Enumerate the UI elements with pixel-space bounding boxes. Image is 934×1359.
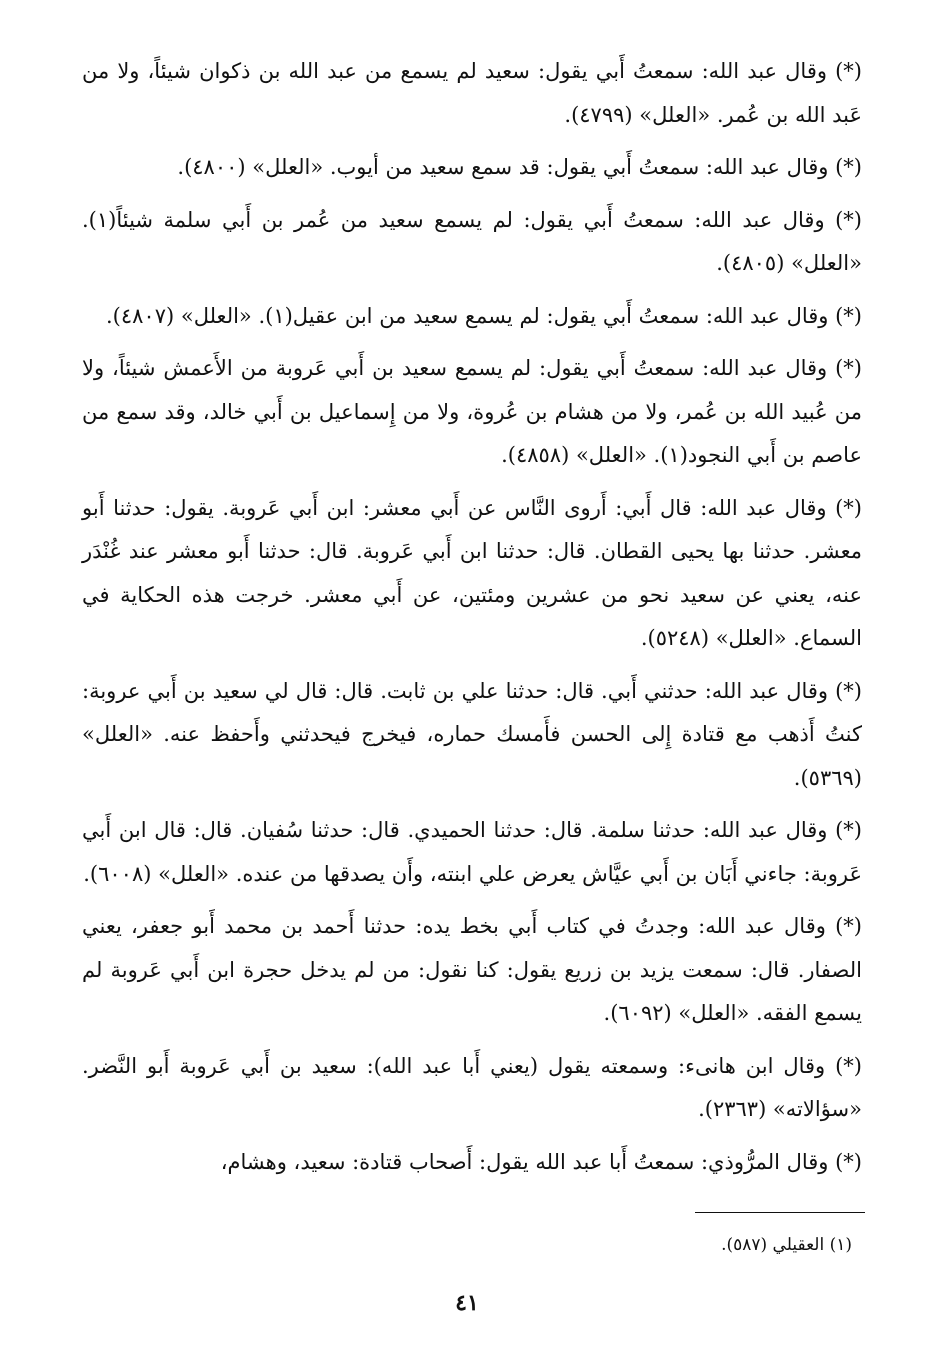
paragraph-5: (*) وقال عبد الله: سمعتُ أَبي يقول: لم يسمع سعيد بن أَبي عَروبة من الأَعمش شيئاً، ولا من عُبيد الله بن عُمر، ولا من هشام بن عُروة، ولا من إِسماعيل بن أَبي خالد، وقد سمع من عاصم بن أَبي النجود(١). «العلل» (٤٨٥٨). xyxy=(82,356,862,467)
paragraph-4: (*) وقال عبد الله: سمعتُ أَبي يقول: لم يسمع سعيد من ابن عقيل(١). «العلل» (٤٨٠٧). xyxy=(105,303,862,328)
paragraph-8: (*) وقال عبد الله: حدثنا سلمة. قال: حدثنا الحميدي. قال: حدثنا سُفيان. قال: قال ابن أَبي عَروبة: جاءني أَبَان بن أَبي عيَّاش يعرض علي ابنته، وأَن يصدقها من عنده. «العلل» (٦٠٠٨). xyxy=(82,818,862,886)
paragraph-7: (*) وقال عبد الله: حدثني أَبي. قال: حدثنا علي بن ثابت. قال: قال لي سعيد بن أَبي عروبة: كنتُ أَذهب مع قتادة إِلى الحسن فأَمسك حماره، فيخرج فيحدثني وأَحفظ عنه. «العلل» (٥٣٦٩). xyxy=(82,678,862,790)
footnote-divider xyxy=(695,1212,865,1213)
main-text xyxy=(82,50,862,1192)
paragraph-1: (*) وقال عبد الله: سمعتُ أَبي يقول: سعيد لم يسمع من عبد الله بن ذكوان شيئاً، ولا من عَبد الله بن عُمر. «العلل» (٤٧٩٩). xyxy=(82,59,862,127)
paragraph-6: (*) وقال عبد الله: قال أَبي: أَروى النَّاس عن أَبي معشر: ابن أَبي عَروبة. يقول: حدثنا أَبو معشر. حدثنا بها يحيى القطان. قال: حدثنا ابن أَبي عَروبة. قال: حدثنا أَبو معشر عند غُنْدَر عنه، يعني عن سعيد نحو من عشرين ومئتين، عن أَبي معشر. خرجت هذه الحكاية في السماع. «العلل» (٥٢٤٨). xyxy=(82,495,862,650)
footnote: (١) العقيلي (٥٨٧). xyxy=(721,1235,852,1255)
paragraph-9: (*) وقال عبد الله: وجدتُ في كتاب أَبي بخط يده: حدثنا أَحمد بن محمد أَبو جعفر، يعني الصفار. قال: سمعت يزيد بن زريع يقول: كنا نقول: من لم يدخل حجرة ابن أَبي عَروبة لم يسمع الفقه. «العلل» (٦٠٩٢). xyxy=(82,914,862,1025)
paragraph-11: (*) وقال المرُّوذي: سمعتُ أَبا عبد الله يقول: أَصحاب قتادة: سعيد، وهشام، xyxy=(220,1149,862,1174)
paragraph-2: (*) وقال عبد الله: سمعتُ أَبي يقول: قد سمع سعيد من أيوب. «العلل» (٤٨٠٠). xyxy=(177,155,862,179)
page-number: ٤١ xyxy=(455,1290,479,1316)
paragraph-3: (*) وقال عبد الله: سمعتُ أَبي يقول: لم يسمع سعيد من عُمر بن أَبي سلمة شيئاً(١). «العلل» (٤٨٠٥). xyxy=(82,207,862,275)
paragraph-10: (*) وقال ابن هانىء: وسمعته يقول (يعني أَبا عبد الله): سعيد بن أَبي عَروبة أَبو النَّضر. «سؤالاته» (٢٣٦٣). xyxy=(82,1053,862,1121)
